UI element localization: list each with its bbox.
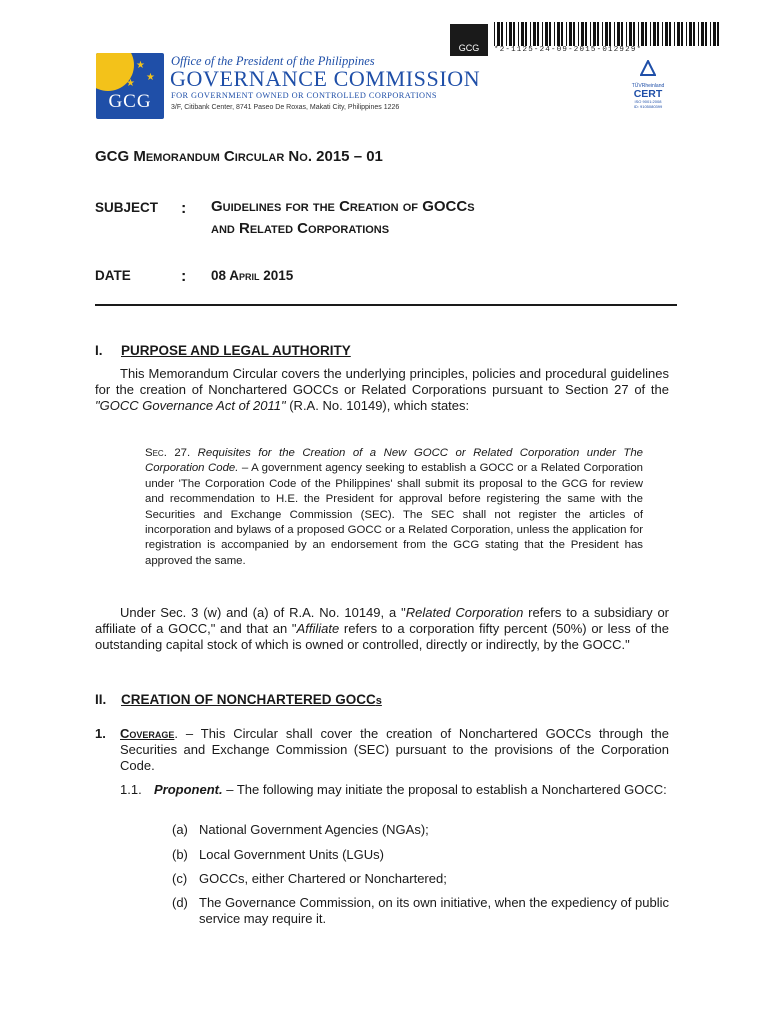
barcode-bar (497, 22, 500, 46)
barcode-bar (614, 22, 615, 46)
barcode-bar (638, 22, 639, 46)
barcode-bar (602, 22, 603, 46)
barcode-bar (701, 22, 704, 46)
barcode-bar (525, 22, 527, 46)
section-2-title-main: CREATION OF NONCHARTERED GOCC (121, 692, 376, 707)
barcode-bar (665, 22, 668, 46)
barcode-bar (713, 22, 716, 46)
barcode-bar (633, 22, 635, 46)
cert-tuv: TÜVRheinland (631, 83, 665, 89)
section-1-number: I. (95, 343, 103, 358)
cert-word: CERT (633, 88, 663, 100)
para2-text-c: refers to a corporation fifty percent (50%) or less of the outstanding capital stock of which is owned or controlled, directly or indirectly, by the GOCC." (95, 621, 669, 652)
barcode-bar (621, 22, 623, 46)
quote-heading: Requisites for the Creation of a New GOCC or Related Corporation under The Corporation Code. (145, 447, 643, 475)
subject-label: SUBJECT (95, 200, 159, 215)
barcode-bar (549, 22, 551, 46)
star-icon: ★ (146, 72, 155, 83)
section-2-title-suffix: s (375, 695, 382, 707)
section-2-title (121, 692, 382, 707)
barcode-bar (590, 22, 591, 46)
barcode-bar (513, 22, 515, 46)
para1-text-a: This Memorandum Circular covers the underlying principles, policies and procedural guidelines for the creation of Nonchartered GOCCs or Related Corporations pursuant to Section 27 of the (95, 366, 669, 397)
barcode-bar (641, 22, 644, 46)
barcode-bar (530, 22, 531, 46)
subject-line-2: and Related Corporations (211, 220, 390, 237)
barcode-bar (593, 22, 596, 46)
barcode-bar (537, 22, 539, 46)
barcode-bar (506, 22, 507, 46)
barcode-bar (693, 22, 695, 46)
proponent-text: – The following may initiate the proposal to establish a Nonchartered GOCC: (222, 782, 667, 797)
quoted-section-27 (145, 446, 643, 569)
quote-body: – A government agency seeking to establish a GOCC or a Related Corporation under 'The Corporation Code of the Philippines' shall submit its proposal to the GCG for review and recommendation to H.E. the President for approval before registering the same with the Securities and Exchange Commission (SEC). The SEC shall not register the articles of incorporation and bylaws of a proposed GOCC or a Related Corporation, unless the application for registration is accompanied by an endorsement from the GCG stating that the President has approved the same. (145, 462, 643, 567)
barcode-bar (653, 22, 656, 46)
barcode-bar (609, 22, 611, 46)
para2-text-a: Under Sec. 3 (w) and (a) of R.A. No. 10149, a " (120, 605, 406, 620)
item-1-number: 1. (95, 726, 106, 741)
barcode-bar (677, 22, 680, 46)
barcode-bar (626, 22, 627, 46)
tuv-triangle-icon (640, 60, 656, 76)
barcode-bar (581, 22, 584, 46)
barcode-bar (585, 22, 587, 46)
barcode-bar (533, 22, 536, 46)
logo-text: GCG (108, 91, 152, 112)
stamp-text: GCG (458, 43, 480, 53)
barcode-bar (557, 22, 560, 46)
act-title: "GOCC Governance Act of 2011" (95, 398, 286, 413)
document-barcode (494, 22, 720, 46)
barcode-number: *2-1125-24-09-2015-012929* (494, 46, 643, 54)
proponent-paragraph (154, 782, 669, 798)
commission-name: GOVERNANCE COMMISSION (170, 66, 481, 91)
cert-id: ID: 9105080399 (633, 104, 663, 109)
tuv-cert-logo (628, 60, 668, 120)
barcode-bar (717, 22, 719, 46)
list-item: National Government Agencies (NGAs); (199, 822, 429, 837)
section-2-heading (95, 692, 382, 707)
commission-address: 3/F, Citibank Center, 8741 Paseo De Roxas, Makati City, Philippines 1226 (171, 104, 400, 111)
barcode-bar (573, 22, 575, 46)
barcode-bar (597, 22, 599, 46)
header-divider (95, 304, 677, 306)
coverage-paragraph (120, 726, 669, 774)
barcode-bar (521, 22, 524, 46)
star-icon: ★ (136, 60, 145, 71)
barcode-bar (509, 22, 512, 46)
memo-title: GCG Memorandum Circular No. 2015 – 01 (95, 148, 383, 165)
barcode-bar (518, 22, 519, 46)
list-item-label: (b) (172, 847, 188, 862)
barcode-bar (674, 22, 675, 46)
barcode-bar (561, 22, 563, 46)
section-2-number: II. (95, 692, 107, 707)
affiliate-term: Affiliate (296, 621, 340, 636)
barcode-bar (566, 22, 567, 46)
gcg-logo (96, 53, 164, 119)
subject-line-1: Guidelines for the Creation of GOCCs (211, 198, 475, 215)
coverage-text: . – This Circular shall cover the creation of Nonchartered GOCCs through the Securities and Exchange Commission (SEC) pursuant to the provisions of the Corporation Code. (120, 726, 669, 773)
barcode-bar (698, 22, 699, 46)
list-item-label: (d) (172, 895, 188, 910)
purpose-paragraph (95, 366, 669, 414)
list-item: GOCCs, either Chartered or Nonchartered; (199, 871, 447, 886)
barcode-bar (657, 22, 659, 46)
list-item-label: (c) (172, 871, 188, 886)
barcode-bar (629, 22, 632, 46)
cert-iso: ISO 9001:2008 (634, 99, 662, 104)
barcode-bar (669, 22, 671, 46)
proponent-label: Proponent. (154, 782, 223, 797)
subject-text (211, 196, 475, 240)
coverage-label: Coverage (120, 726, 175, 741)
barcode-bar (710, 22, 711, 46)
star-icon: ★ (126, 78, 135, 89)
barcode-bar (686, 22, 687, 46)
subject-colon: : (181, 200, 187, 217)
list-item: The Governance Commission, on its own initiative, when the expediency of public service may require it. (199, 895, 669, 926)
list-item-label: (a) (172, 822, 188, 837)
barcode-bar (569, 22, 572, 46)
barcode-bar (705, 22, 707, 46)
commission-subtitle: FOR GOVERNMENT OWNED OR CONTROLLED CORPORATIONS (171, 91, 437, 100)
barcode-bar (645, 22, 647, 46)
barcode-bar (681, 22, 683, 46)
receipt-stamp (450, 24, 488, 56)
para1-text-b: (R.A. No. 10149), which states: (285, 398, 470, 413)
barcode-bar (494, 22, 495, 46)
barcode-bar (689, 22, 692, 46)
item-1-1-number: 1.1. (120, 782, 142, 797)
date-value: 08 April 2015 (211, 268, 294, 283)
barcode-bar (554, 22, 555, 46)
date-colon: : (181, 268, 187, 285)
barcode-bar (578, 22, 579, 46)
section-1-heading (95, 343, 351, 358)
related-corporation-term: Related Corporation (405, 605, 524, 620)
quote-section-number: Sec. 27. (145, 447, 191, 459)
barcode-bar (617, 22, 620, 46)
date-label: DATE (95, 268, 131, 283)
barcode-bar (542, 22, 543, 46)
barcode-bar (662, 22, 663, 46)
barcode-bar (545, 22, 548, 46)
list-item: Local Government Units (LGUs) (199, 847, 384, 862)
definition-paragraph (95, 605, 669, 653)
barcode-bar (501, 22, 503, 46)
para2-text-b: refers to a subsidiary or affiliate of a GOCC," and that an " (95, 605, 669, 636)
barcode-bar (605, 22, 608, 46)
barcode-bar (650, 22, 651, 46)
section-1-title: PURPOSE AND LEGAL AUTHORITY (121, 343, 351, 358)
office-line: Office of the President of the Philippines (171, 54, 375, 68)
